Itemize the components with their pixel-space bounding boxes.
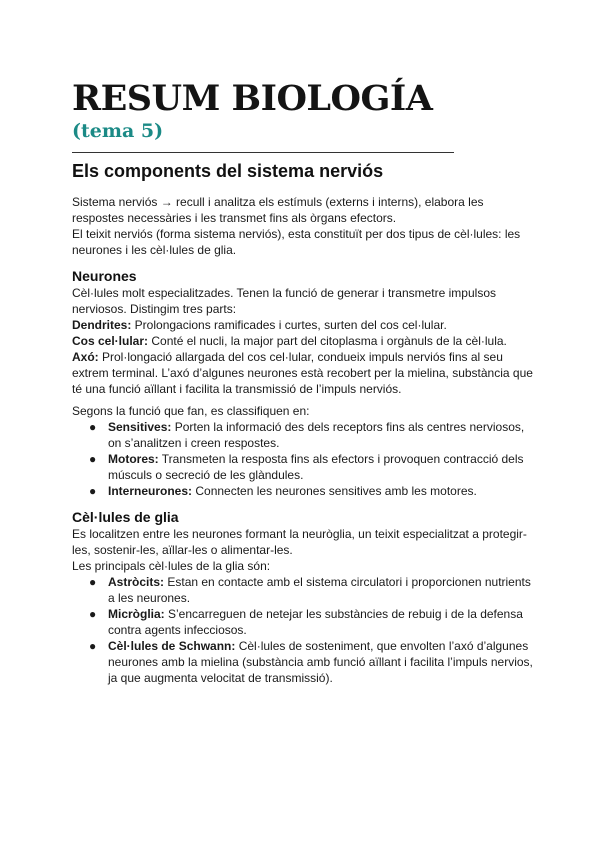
definition-term: Dendrites:	[72, 318, 132, 332]
definition-dendrites	[72, 317, 534, 333]
list-item-desc: Porten la informació des dels receptors fins als centres nerviosos, on s’analitzen i creen respostes.	[108, 420, 525, 450]
definition-axo	[72, 349, 534, 397]
document-title: RESUM BIOLOGÍA	[72, 78, 433, 119]
neurones-heading: Neurones	[72, 268, 137, 284]
intro-paragraph-2: El teixit nerviós (forma sistema nerviós), esta constituït per dos tipus de cèl·lules: les neurones i les cèl·lules de glia.	[72, 227, 521, 257]
list-item-desc: S’encarreguen de netejar les substàncies de rebuig i de la defensa contra agents infecciosos.	[108, 607, 523, 637]
list-item-desc: Connecten les neurones sensitives amb les motores.	[192, 484, 477, 498]
list-item	[72, 419, 534, 451]
list-item-term: Micròglia:	[108, 607, 165, 621]
bullet-icon: ●	[89, 575, 97, 589]
list-item-term: Interneurones:	[108, 484, 193, 498]
section-heading: Els components del sistema nerviós	[72, 161, 384, 181]
title-rule	[72, 152, 454, 153]
document-body	[72, 194, 534, 686]
bullet-icon: ●	[89, 484, 97, 498]
list-item-desc: Transmeten la resposta fins als efectors i provoquen contracció dels músculs o secreció de les glàndules.	[108, 452, 524, 482]
bullet-icon: ●	[89, 420, 97, 434]
glia-types-list	[72, 574, 534, 686]
list-item-term: Sensitives:	[108, 420, 172, 434]
list-item-term: Cèl·lules de Schwann:	[108, 639, 236, 653]
list-item-term: Astròcits:	[108, 575, 165, 589]
definition-term: Axó:	[72, 350, 99, 364]
document-subtitle: (tema 5)	[72, 120, 164, 142]
list-item	[72, 638, 534, 686]
list-item	[72, 451, 534, 483]
glia-heading: Cèl·lules de glia	[72, 509, 179, 525]
bullet-icon: ●	[89, 452, 97, 466]
definition-cos-cellular	[72, 333, 534, 349]
list-item	[72, 606, 534, 638]
list-item	[72, 483, 534, 499]
definition-term: Cos cel·lular:	[72, 334, 149, 348]
glia-list-intro: Les principals cèl·lules de la glia són:	[72, 559, 271, 573]
neurones-text: Cèl·lules molt especialitzades. Tenen la funció de generar i transmetre impulsos nerviosos. Distingim tres parts:	[72, 286, 496, 316]
classify-text: Segons la funció que fan, es classifiquen en:	[72, 404, 310, 418]
intro-paragraph-1: Sistema nerviós → recull i analitza els estímuls (externs i interns), elabora les respostes necessàries i les transmet fins als òrgans efectors.	[72, 195, 484, 225]
definition-desc: Prolongacions ramificades i curtes, surten del cos cel·lular.	[131, 318, 447, 332]
neuron-types-list	[72, 419, 534, 499]
definition-desc: Conté el nucli, la major part del citoplasma i orgànuls de la cèl·lula.	[148, 334, 507, 348]
bullet-icon: ●	[89, 639, 97, 653]
list-item-term: Motores:	[108, 452, 159, 466]
bullet-icon: ●	[89, 607, 97, 621]
list-item-desc: Estan en contacte amb el sistema circulatori i proporcionen nutrients a les neurones.	[108, 575, 531, 605]
definition-desc: Prol·longació allargada del cos cel·lular, condueix impuls nerviós fins al seu extrem terminal. L’axó d’algunes neurones està recobert per la mielina, substància que té una funció aïllant i facilita la transmissió de l’impuls nerviós.	[72, 350, 533, 396]
list-item	[72, 574, 534, 606]
list-item-desc: Cèl·lules de sosteniment, que envolten l’axó d’algunes neurones amb la mielina (substància amb funció aïllant i facilita l’impuls nervios, ja que augmenta velocitat de transmissió).	[108, 639, 533, 685]
glia-text: Es localitzen entre les neurones formant la neuròglia, un teixit especialitzat a protegir-les, sostenir-les, aïllar-les o alimentar-les.	[72, 527, 527, 557]
